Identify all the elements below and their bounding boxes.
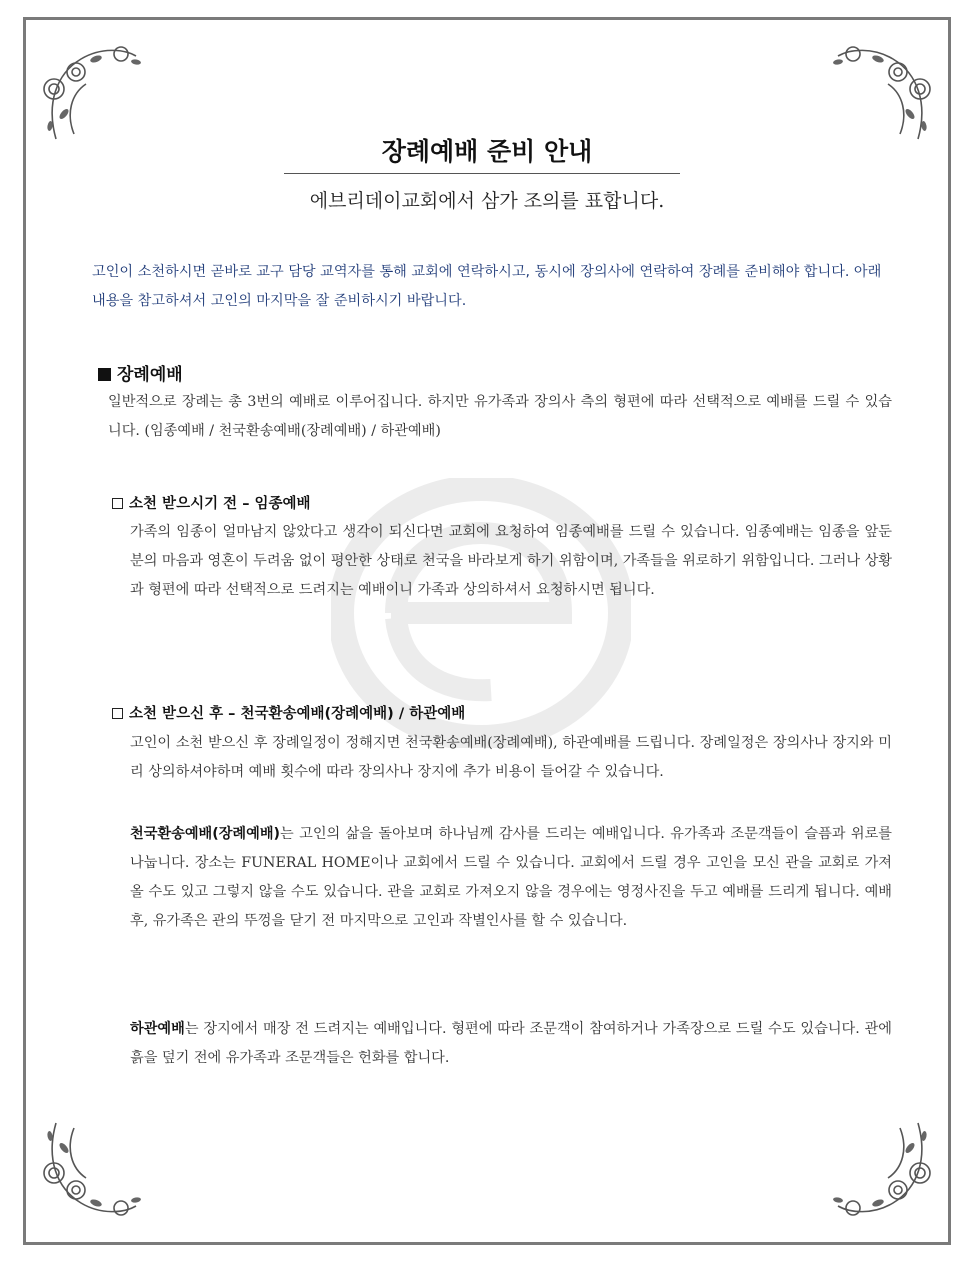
heaven-farewell-lead: 천국환송예배(장례예배) <box>130 826 281 842</box>
burial-service-text: 는 장지에서 매장 전 드려지는 예배입니다. 형편에 따라 조문객이 참여하거나 가족장으로 드릴 수도 있습니다. 관에 흙을 덮기 전에 유가족과 조문객들은 헌화를 합니다. <box>130 1021 892 1066</box>
burial-service-lead: 하관예배 <box>130 1021 185 1037</box>
intro-paragraph: 고인이 소천하시면 곧바로 교구 담당 교역자를 통해 교회에 연락하시고, 동시에 장의사에 연락하여 장례를 준비해야 합니다. 아래 내용을 참고하셔서 고인의 마지막을 잘 준비하시기 바랍니다. <box>92 264 882 309</box>
heaven-farewell-text: 는 고인의 삶을 돌아보며 하나님께 감사를 드리는 예배입니다. 유가족과 조문객들이 슬픔과 위로를 나눕니다. 장소는 FUNERAL HOME이나 교회에서 드릴 수 있습니다. 교회에서 드릴 경우 고인을 모신 관을 교회로 가져올 수도 있고 그렇지 않을 수도 있습니다. 관을 교회로 가져오지 않을 경우에는 영정사진을 두고 예배를 드리게 됩니다. 예배 후, 유가족은 관의 뚜껑을 닫기 전 마지막으로 고인과 작별인사를 할 수 있습니다. <box>130 826 892 929</box>
filled-square-bullet-icon <box>98 368 111 381</box>
section-heading <box>98 360 183 385</box>
heaven-farewell-paragraph <box>130 820 892 936</box>
subsection-heading-2-label: 소천 받으신 후 – 천국환송예배(장례예배) / 하관예배 <box>129 706 466 722</box>
subsection-heading-1 <box>112 492 311 513</box>
empty-square-bullet-icon <box>112 708 123 719</box>
section-heading-label: 장례예배 <box>117 365 183 385</box>
floral-corner-ornament-icon <box>818 1108 938 1228</box>
page-title: 장례예배 준비 안내 <box>381 137 593 166</box>
page-subtitle: 에브리데이교회에서 삼가 조의를 표합니다. <box>309 190 665 212</box>
title-divider <box>284 173 680 174</box>
floral-corner-ornament-icon <box>36 1108 156 1228</box>
subsection-heading-1-label: 소천 받으시기 전 – 임종예배 <box>129 496 311 512</box>
empty-square-bullet-icon <box>112 498 123 509</box>
subsection-1-body: 가족의 임종이 얼마남지 않았다고 생각이 되신다면 교회에 요청하여 임종예배를 드릴 수 있습니다. 임종예배는 임종을 앞둔 분의 마음과 영혼이 두려움 없이 평안한 상태로 천국을 바라보게 하기 위함이며, 가족들을 위로하기 위함입니다. 그러나 상황과 형편에 따라 선택적으로 드려지는 예배이니 가족과 상의하셔서 요청하시면 됩니다. <box>130 524 892 598</box>
subsection-heading-2 <box>112 702 465 723</box>
subsection-2-body: 고인이 소천 받으신 후 장례일정이 정해지면 천국환송예배(장례예배), 하관예배를 드립니다. 장례일정은 장의사나 장지와 미리 상의하셔야하며 예배 횟수에 따라 장의사나 장지에 추가 비용이 들어갈 수 있습니다. <box>130 735 892 780</box>
section-body: 일반적으로 장례는 총 3번의 예배로 이루어집니다. 하지만 유가족과 장의사 측의 형편에 따라 선택적으로 예배를 드릴 수 있습니다. (임종예배 / 천국환송예배(장례예배) / 하관예배) <box>108 394 892 439</box>
document-page <box>23 17 951 1245</box>
burial-service-paragraph <box>130 1015 892 1073</box>
